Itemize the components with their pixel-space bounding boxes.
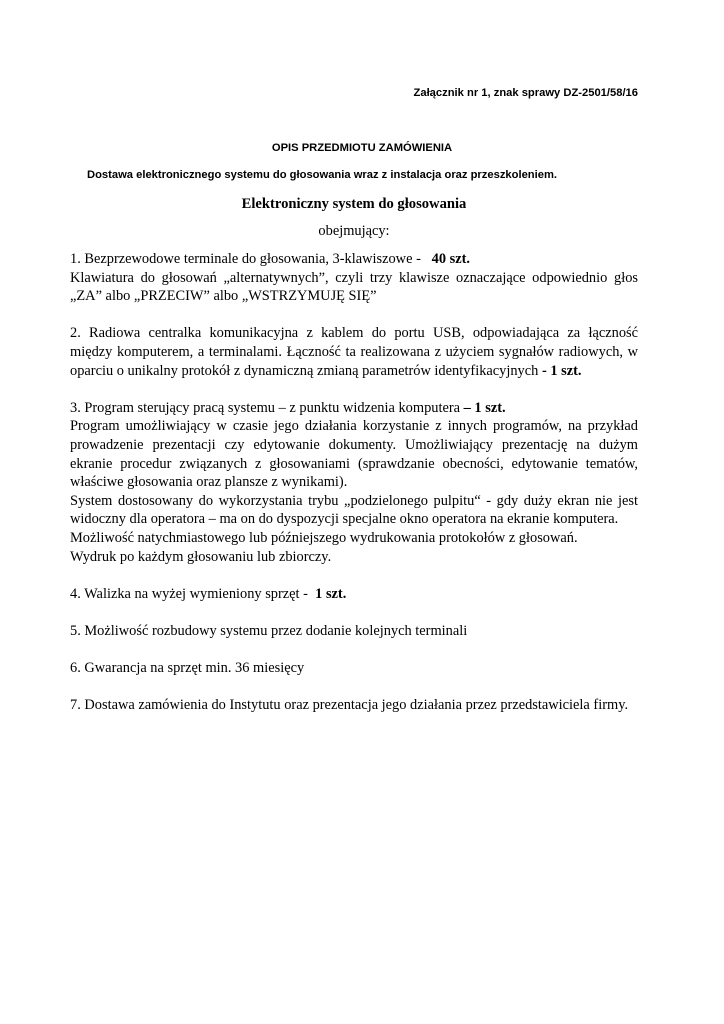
list-item-2 (70, 324, 638, 380)
delivery-subtitle: Dostawa elektronicznego systemu do głosowania wraz z instalacja oraz przeszkoleniem. (87, 169, 558, 181)
section-includes-label: obejmujący: (318, 223, 390, 239)
item-6-line-1: 6. Gwarancja na sprzęt min. 36 miesięcy (70, 660, 305, 677)
item-3-line-6: System dostosowany do wykorzystania trybu „podzielonego pulpitu“ - gdy duży ekran nie jest (70, 492, 638, 509)
item-7-line-1: 7. Dostawa zamówienia do Instytutu oraz prezentacja jego działania przez przedstawiciela firmy. (70, 697, 629, 714)
document-title: OPIS PRZEDMIOTU ZAMÓWIENIA (271, 142, 453, 154)
item-3-line-1: 3. Program sterujący pracą systemu – z punktu widzenia komputera – 1 szt. (70, 399, 506, 416)
item-1-line-3: „ZA” albo „PRZECIW” albo „WSTRZYMUJĘ SIĘ” (70, 288, 377, 305)
item-4-line-1: 4. Walizka na wyżej wymieniony sprzęt - 1 szt. (70, 585, 347, 602)
item-3-line-5: właściwe głosowania oraz plansze z wynikami). (70, 474, 348, 491)
item-3-line-8: Możliwość natychmiastowego lub późniejszego wydrukowania protokołów z głosowań. (70, 529, 578, 546)
item-2-quantity: - 1 szt. (541, 362, 582, 379)
list-item-6 (70, 659, 638, 678)
section-title: Elektroniczny system do głosowania (241, 196, 467, 212)
list-item-5 (70, 622, 638, 641)
item-3-line-4: ekranie procedur związanych z głosowaniami (sprawdzanie obecności, edytowanie tematów, (70, 455, 638, 472)
items-list (70, 250, 638, 715)
attachment-reference: Załącznik nr 1, znak sprawy DZ-2501/58/16 (413, 87, 638, 99)
list-item-1 (70, 250, 638, 306)
item-1-line-2: Klawiatura do głosowań „alternatywnych”, czyli trzy klawisze oznaczające odpowiednio głos (70, 269, 638, 286)
item-5-line-1: 5. Możliwość rozbudowy systemu przez dodanie kolejnych terminali (70, 622, 468, 639)
item-3-quantity: – 1 szt. (463, 399, 506, 416)
item-3-line-3: prowadzenie prezentacji czy edytowanie dokumenty. Umożliwiający prezentację na dużym (70, 436, 638, 453)
item-2-line-2: między komputerem, a terminalami. Łączność ta realizowana z użyciem sygnałów radiowych, w (70, 343, 638, 360)
list-item-3 (70, 399, 638, 566)
list-item-4 (70, 585, 638, 604)
item-1-quantity: 40 szt. (431, 251, 471, 267)
item-1-line-1: 1. Bezprzewodowe terminale do głosowania, 3-klawiszowe - 40 szt. (70, 251, 471, 267)
item-3-line-2: Program umożliwiający w czasie jego działania korzystanie z innych programów, na przykład (70, 418, 638, 435)
item-2-line-1: 2. Radiowa centralka komunikacyjna z kablem do portu USB, odpowiadająca za łączność (70, 325, 638, 342)
item-2-line-3: oparciu o unikalny protokół z dynamiczną zmianą parametrów identyfikacyjnych - 1 szt. (70, 362, 582, 379)
item-4-quantity: 1 szt. (315, 585, 347, 602)
item-3-line-7: widoczny dla operatora – ma on do dyspozycji specjalne okno operatora na ekranie komputera. (70, 511, 619, 528)
item-3-line-9: Wydruk po każdym głosowaniu lub zbiorczy. (70, 548, 332, 565)
list-item-7 (70, 696, 638, 715)
